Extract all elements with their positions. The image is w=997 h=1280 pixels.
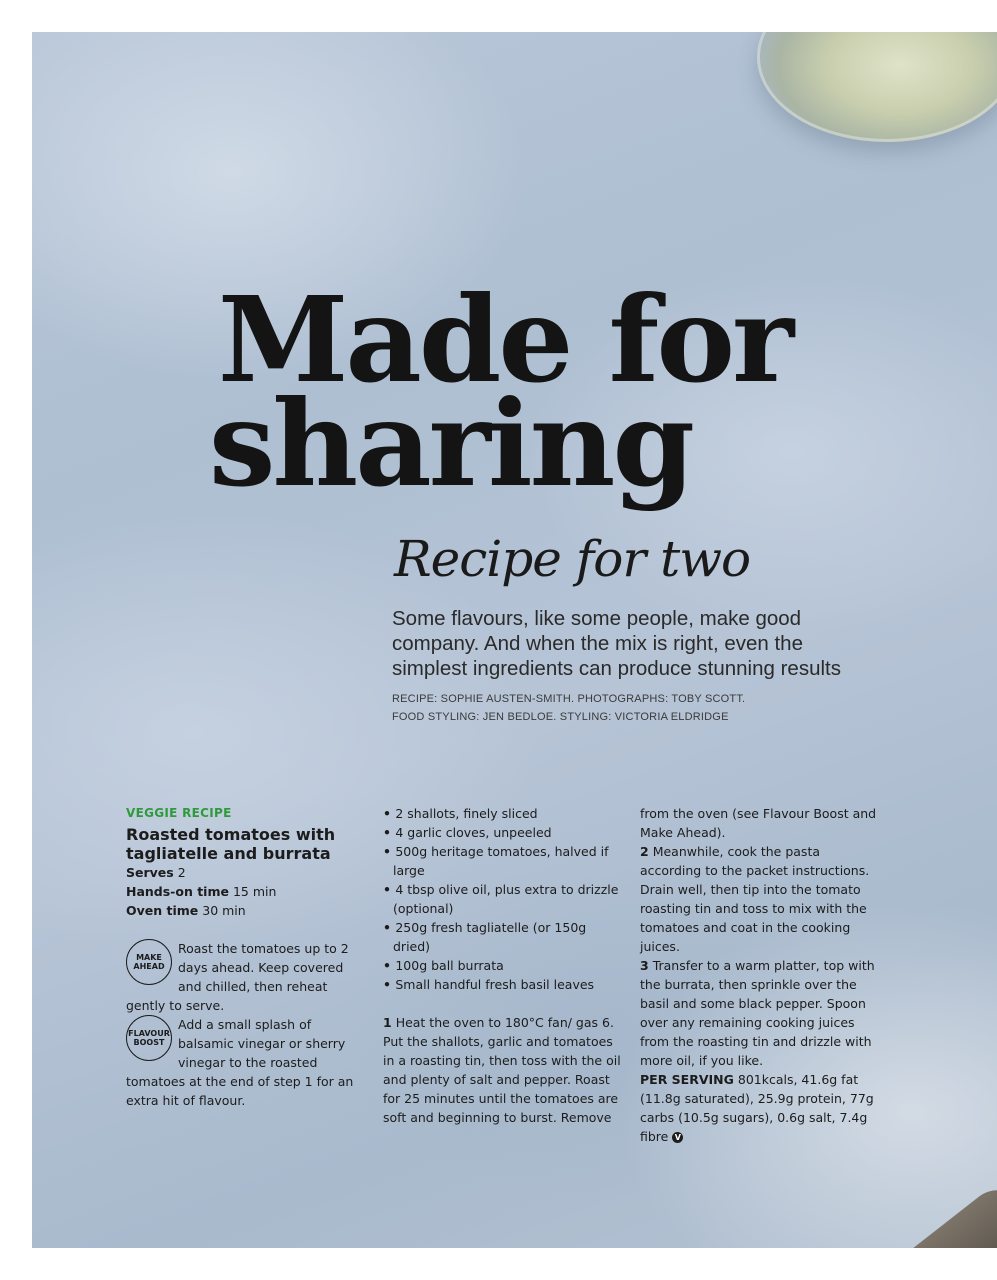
serves-value: 2	[177, 865, 186, 880]
oven-label: Oven time	[126, 903, 199, 918]
step-text: Heat the oven to 180°C fan/ gas 6. Put the shallots, garlic and tomatoes in a roasting tin, then toss with the oil and plenty of salt and pepper. Roast for 25 minutes until the tomatoes are soft and beginning to burst. Remove	[383, 1015, 621, 1125]
flavour-boost-text: Add a small splash of balsamic vinegar or sherry vinegar to the roasted tomatoes at the end of step 1 for an extra hit of flavour.	[126, 1017, 354, 1108]
step-text: Meanwhile, cook the pasta according to the packet instructions. Drain well, then tip into the tomato roasting tin and toss to mix with the tomatoes and coat in the cooking juices.	[640, 844, 870, 954]
step-number: 3	[640, 958, 649, 973]
make-ahead-badge: MAKE AHEAD	[126, 939, 172, 985]
handson-row	[126, 882, 366, 901]
intro-text: Some flavours, like some people, make good company. And when the mix is right, even the simplest ingredients can produce stunning results	[392, 607, 841, 680]
nutrition-label: PER SERVING	[640, 1072, 734, 1087]
handson-value: 15 min	[232, 884, 277, 899]
knife-handle-photo	[884, 1178, 997, 1248]
recipe-info-column	[126, 804, 366, 1110]
subtitle: Recipe for two	[394, 530, 751, 588]
handson-label: Hands-on time	[126, 884, 229, 899]
ingredient-item: • 250g fresh tagliatelle (or 150g dried)	[383, 918, 623, 956]
step-text: Transfer to a warm platter, top with the burrata, then sprinkle over the basil and some black pepper. Spoon over any remaining cooking juices from the roasting tin and drizzle with more oil, if you like.	[640, 958, 875, 1068]
vegetarian-icon: V	[672, 1132, 683, 1143]
flavour-boost-tip	[126, 1015, 366, 1110]
title-line-1: Made for	[217, 270, 792, 409]
ingredient-item: • Small handful fresh basil leaves	[383, 975, 623, 994]
method-step-1	[383, 1013, 623, 1127]
make-ahead-text: Roast the tomatoes up to 2 days ahead. Keep covered and chilled, then reheat gently to serve.	[126, 941, 349, 1013]
ingredient-item: • 4 tbsp olive oil, plus extra to drizzle (optional)	[383, 880, 623, 918]
recipe-title: Roasted tomatoes with tagliatelle and burrata	[126, 825, 336, 863]
ingredient-item: • 100g ball burrata	[383, 956, 623, 975]
method-column	[640, 804, 880, 1146]
ingredients-method-column	[383, 804, 623, 1127]
oven-row	[126, 901, 366, 920]
method-step-2	[640, 842, 880, 956]
wine-glass-photo	[757, 32, 997, 142]
credits	[392, 690, 912, 726]
step-number: 1	[383, 1015, 392, 1030]
method-step-1-continued: from the oven (see Flavour Boost and Make Ahead).	[640, 806, 877, 840]
ingredient-item: • 2 shallots, finely sliced	[383, 804, 623, 823]
ingredients-list	[383, 804, 623, 994]
page-background	[32, 32, 997, 1248]
ingredient-item: • 4 garlic cloves, unpeeled	[383, 823, 623, 842]
serves-label: Serves	[126, 865, 174, 880]
credits-line-1: RECIPE: SOPHIE AUSTEN-SMITH. PHOTOGRAPHS: TOBY SCOTT.	[392, 693, 746, 705]
nutrition-info	[640, 1070, 880, 1146]
page-title	[32, 270, 997, 513]
method-step-3	[640, 956, 880, 1070]
step-number: 2	[640, 844, 649, 859]
recipe-tag: VEGGIE RECIPE	[126, 806, 232, 820]
nutrition-text: 801kcals, 41.6g fat (11.8g saturated), 25.9g protein, 77g carbs (10.5g sugars), 0.6g salt, 7.4g fibre	[640, 1072, 874, 1144]
serves-row	[126, 863, 366, 882]
title-line-2: sharing	[209, 374, 692, 513]
make-ahead-tip	[126, 939, 366, 1015]
oven-value: 30 min	[202, 903, 246, 918]
ingredient-item: • 500g heritage tomatoes, halved if large	[383, 842, 623, 880]
flavour-boost-badge: FLAVOUR BOOST	[126, 1015, 172, 1061]
credits-line-2: FOOD STYLING: JEN BEDLOE. STYLING: VICTORIA ELDRIDGE	[392, 711, 729, 723]
